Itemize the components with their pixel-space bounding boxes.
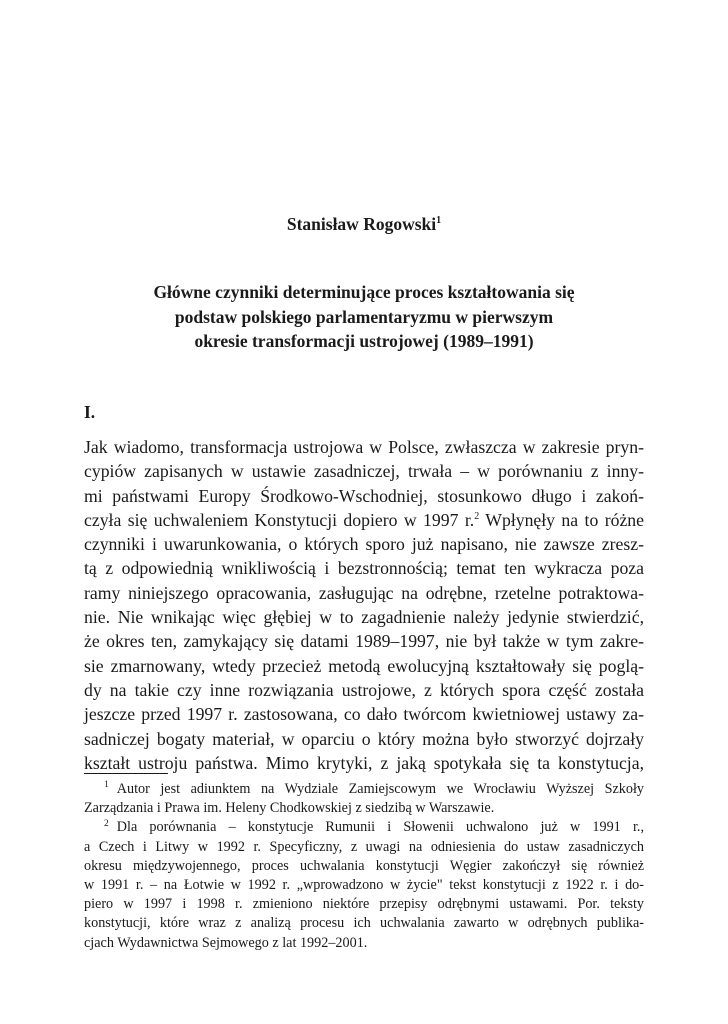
body-line: tą z odpowiednią wnikliwością i bezstronnością; temat ten wykracza poza xyxy=(84,558,644,579)
body-line: jeszcze przed 1997 r. zastosowana, co dało twórcom kwietniowej ustawy za- xyxy=(84,704,644,725)
body-line: mi państwami Europy Środkowo-Wschodniej, stosunkowo długo i zakoń- xyxy=(84,485,644,506)
footnote-ref-1[interactable]: 1 xyxy=(436,215,442,227)
title-line: podstaw polskiego parlamentaryzmu w pierwszym xyxy=(174,306,554,327)
body-line: ramy niniejszego opracowania, zasługując na odrębne, rzetelne potraktowa- xyxy=(84,582,644,603)
article-title xyxy=(0,280,728,354)
body-line: że okres ten, zamykający się datami 1989–1997, nie był także w tym zakre- xyxy=(84,631,644,652)
footnote-line: okresu międzywojennego, proces uchwalania konstytucji Węgier zakończył się również xyxy=(84,857,644,874)
footnote-line: konstytucji, które wraz z analizą procesu ich uchwalania zawarto w odrębnych publika- xyxy=(84,915,644,932)
title-line: Główne czynniki determinujące proces kształtowania się xyxy=(153,282,575,302)
body-line: sadniczej bogaty materiał, w oparciu o który można było stworzyć dojrzały xyxy=(84,728,644,749)
footnote-line: Zarządzania i Prawa im. Heleny Chodkowskiej z siedzibą w Warszawie. xyxy=(84,800,495,817)
section-heading: I. xyxy=(84,402,96,422)
author-name: Stanisław Rogowski$^1$ xyxy=(286,214,442,234)
body-line: czynniki i uwarunkowania, o których sporo już napisano, nie zawsze zresz- xyxy=(84,534,644,555)
footnote-line: a Czech i Litwy w 1992 r. Specyficzny, z uwagi na odniesienia do ustaw zasadniczych xyxy=(84,838,644,855)
body-line: czyła się uchwaleniem Konstytucji dopiero w 1997 r.$^2$ Wpłynęły na to różne xyxy=(84,509,644,530)
footnote-line: piero w 1997 i 1998 r. zmieniono niektóre przepisy odrębnymi ustawami. Por. teksty xyxy=(84,896,644,913)
footnote-ref-2[interactable]: 2 xyxy=(474,511,480,522)
footnote-1: $^1$ Autor jest adiunktem na Wydziale Zamiejscowym we Wrocławiu Wyższej Szkoły xyxy=(104,780,644,797)
body-line: sie zmarnowany, wtedy przecież metodą ewolucyjną kształtowały się poglą- xyxy=(84,655,644,676)
footnote-number: 2 xyxy=(104,818,109,829)
footnote-line: w 1991 r. – na Łotwie w 1992 r. „wprowadzono w życie" tekst konstytucji z 1922 r. i do- xyxy=(84,876,644,893)
body-line: cypiów zapisanych w ustawie zasadniczej, trwała – w porównaniu z inny- xyxy=(84,461,644,482)
footnote-separator xyxy=(84,773,168,774)
body-line: dy na takie czy inne rozwiązania ustrojowe, z których spora część została xyxy=(84,679,644,700)
body-line: nie. Nie wnikając więc głębiej w to zagadnienie należy jedynie stwierdzić, xyxy=(84,607,644,628)
body-line: Jak wiadomo, transformacja ustrojowa w Polsce, zwłaszcza w zakresie pryn- xyxy=(84,437,644,457)
footnotes xyxy=(84,780,644,953)
body-line: kształt ustroju państwa. Mimo krytyki, z jaką spotykała się ta konstytucja, xyxy=(84,752,644,773)
title-line: okresie transformacji ustrojowej (1989–1991) xyxy=(194,331,534,351)
footnote-2: $^2$ Dla porównania – konstytucje Rumunii i Słowenii uchwalono już w 1991 r., xyxy=(104,818,644,836)
footnote-number: 1 xyxy=(104,780,109,791)
body-text xyxy=(84,435,644,775)
footnote-line: cjach Wydawnictwa Sejmowego z lat 1992–2001. xyxy=(84,934,368,951)
